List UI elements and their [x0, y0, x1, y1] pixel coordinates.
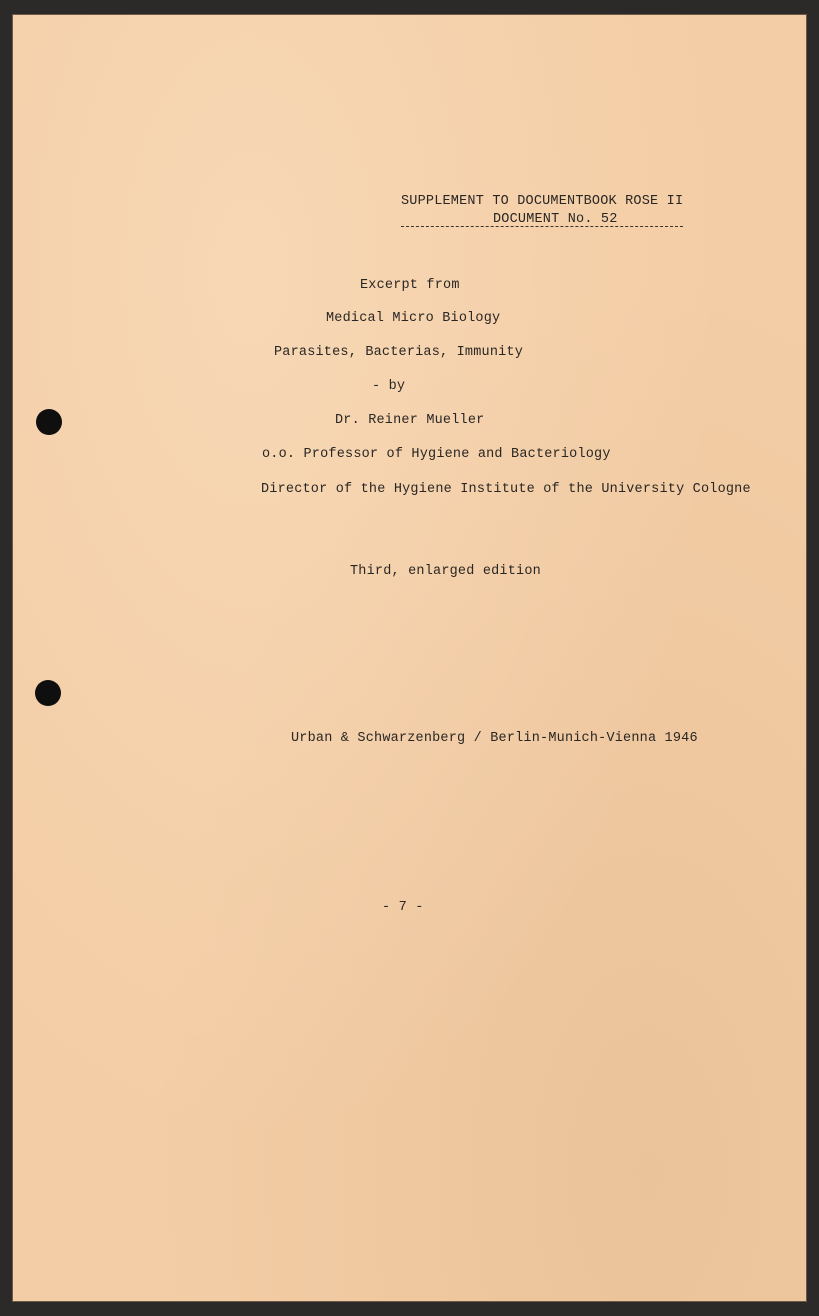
document-page — [12, 14, 807, 1302]
punch-hole-bottom — [35, 680, 61, 706]
publisher-line: Urban & Schwarzenberg / Berlin-Munich-Vienna 1946 — [291, 731, 698, 746]
document-header-title: SUPPLEMENT TO DOCUMENTBOOK ROSE II — [401, 194, 684, 209]
author-position: o.o. Professor of Hygiene and Bacteriology — [262, 447, 611, 462]
by-line: - by — [372, 379, 406, 394]
book-title: Medical Micro Biology — [326, 311, 501, 326]
edition-line: Third, enlarged edition — [350, 564, 541, 579]
excerpt-line: Excerpt from — [360, 278, 460, 293]
author-name: Dr. Reiner Mueller — [335, 413, 485, 428]
page-number: - 7 - — [382, 900, 424, 915]
document-number: DOCUMENT No. 52 — [493, 212, 618, 227]
book-subtitle: Parasites, Bacterias, Immunity — [274, 345, 524, 360]
punch-hole-top — [36, 409, 62, 435]
author-affiliation: Director of the Hygiene Institute of the University Cologne — [261, 482, 751, 497]
header-underline — [401, 226, 683, 227]
